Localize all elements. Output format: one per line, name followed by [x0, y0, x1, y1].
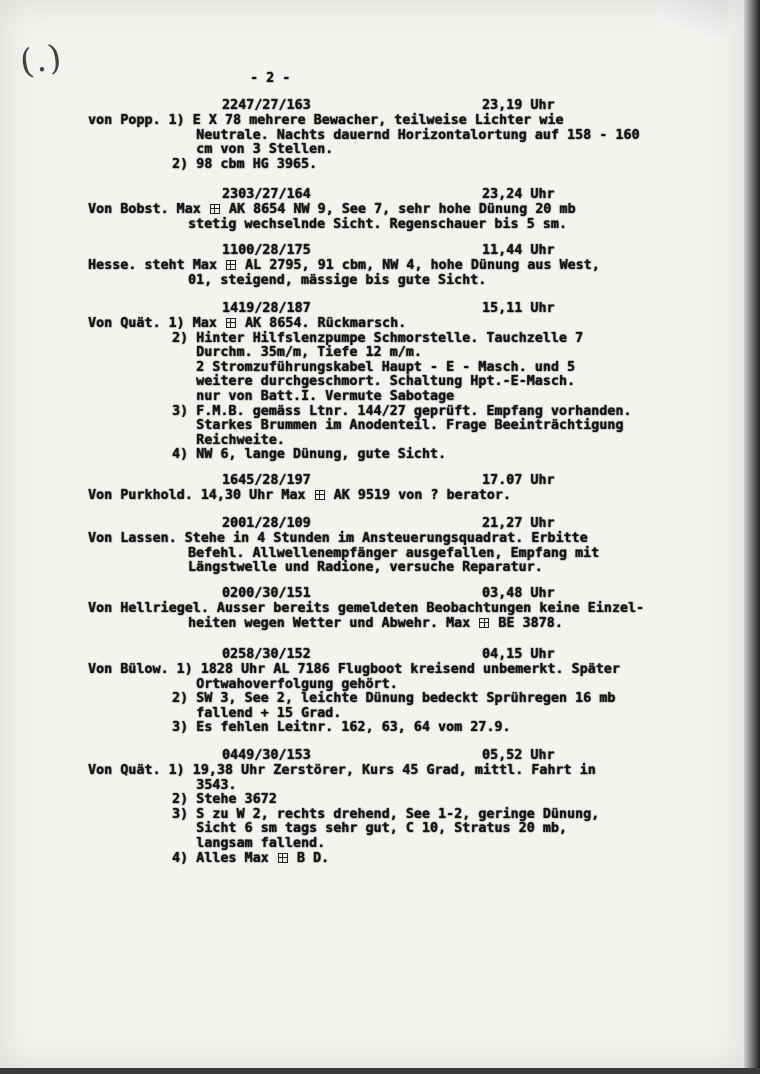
- scan-edge-bottom: [0, 1068, 760, 1074]
- entry-text-line: Längstwelle und Radione, versuche Reparatur.: [188, 560, 543, 576]
- item-number: 1): [176, 662, 193, 677]
- entry-text-line: 14,30 Uhr Max AK 9519 von ? berator.: [200, 488, 511, 503]
- entry-sender: Von Bobst.: [88, 202, 169, 217]
- entry-text-line: Befehl. Allwellenempfänger ausgefallen, Empfang mit: [188, 545, 600, 561]
- item-number: 1): [168, 763, 185, 778]
- entry-sender: von Popp.: [88, 113, 161, 128]
- entry-text-line: langsam fallend.: [196, 836, 326, 851]
- item-number: 2): [172, 156, 189, 172]
- entry-text-line: stetig wechselnde Sicht. Regenschauer bis 5 sm.: [188, 216, 567, 232]
- entry-text-line: Hinter Hilfslenzpumpe Schmorstelle. Tauchzelle 7: [196, 330, 584, 346]
- entry-text-line: Max AK 8654. Rückmarsch.: [192, 316, 407, 331]
- item-number: 2): [172, 330, 189, 346]
- entry-sender: Von Purkhold.: [88, 488, 193, 503]
- page-number: - 2 -: [250, 71, 291, 86]
- grid-square-icon: [315, 490, 325, 500]
- scan-edge-right: [744, 0, 760, 1074]
- entry-text-line: Durchm. 35m/m, Tiefe 12 m/m.: [196, 345, 422, 361]
- grid-square-icon: [226, 318, 236, 328]
- item-number: 4): [172, 447, 189, 463]
- entry-text-line: Max AK 8654 NW 9, See 7, sehr hohe Dünung 20 mb: [176, 202, 576, 217]
- entry-text-line: Stehe in 4 Stunden im Ansteuerungsquadrat. Erbitte: [184, 531, 588, 546]
- entry-time: 21,27 Uhr: [482, 516, 555, 531]
- entry-time: 11,44 Uhr: [482, 243, 555, 258]
- item-number: 3): [172, 806, 189, 822]
- entry-sender: Von Hellriegel.: [88, 601, 209, 616]
- entry-sender: Von Bülow.: [88, 662, 169, 677]
- entry-text-line: 01, steigend, mässige bis gute Sicht.: [188, 272, 487, 288]
- entry-text-line: Ortwahoverfolgung gehört.: [196, 676, 398, 692]
- folded-corner: [658, 0, 728, 42]
- entry-text-line: steht Max AL 2795, 91 cbm, NW 4, hohe Dünung aus West,: [144, 258, 600, 273]
- entry-text-line: weitere durchgeschmort. Schaltung Hpt.-E-Masch.: [196, 374, 576, 390]
- entry-reference-number: 1645/28/197: [222, 473, 311, 488]
- entry-text-line: Neutrale. Nachts dauernd Horizontalortung auf 158 - 160: [196, 127, 640, 143]
- item-number: 1): [168, 316, 185, 331]
- entry-text-line: NW 6, lange Dünung, gute Sicht.: [196, 447, 447, 463]
- entry-reference-number: 1100/28/175: [222, 243, 311, 258]
- entry-time: 05,52 Uhr: [482, 748, 555, 763]
- entry-text-line: F.M.B. gemäss Ltnr. 144/27 geprüft. Empfang vorhanden.: [196, 403, 632, 419]
- item-number: 4): [172, 850, 189, 866]
- entry-reference-number: 2303/27/164: [222, 187, 311, 202]
- entry-reference-number: 0200/30/151: [222, 586, 311, 601]
- entry-text-line: S zu W 2, rechts drehend, See 1-2, geringe Dünung,: [196, 806, 600, 822]
- entry-time: 03,48 Uhr: [482, 586, 555, 601]
- entry-time: 23,24 Uhr: [482, 187, 555, 202]
- entry-text-line: Es fehlen Leitnr. 162, 63, 64 vom 27.9.: [196, 720, 511, 736]
- entry-text-line: 19,38 Uhr Zerstörer, Kurs 45 Grad, mittl. Fahrt in: [192, 763, 596, 778]
- entry-text-line: 2 Stromzuführungskabel Haupt - E - Masch. und 5: [196, 359, 576, 375]
- entry-text-line: heiten wegen Wetter und Abwehr. Max BE 3878.: [188, 615, 563, 631]
- entry-text-line: Ausser bereits gemeldeten Beobachtungen keine Einzel-: [216, 601, 645, 616]
- entry-reference-number: 0258/30/152: [222, 647, 311, 662]
- entry-text-line: Stehe 3672: [196, 792, 277, 808]
- item-number: 1): [168, 113, 185, 128]
- grid-square-icon: [210, 204, 220, 214]
- entry-text-line: nur von Batt.I. Vermute Sabotage: [196, 389, 455, 404]
- entry-text-line: Reichweite.: [196, 432, 285, 448]
- handwritten-mark: (.): [17, 37, 66, 83]
- entry-sender: Hesse.: [88, 258, 137, 273]
- entry-sender: Von Lassen.: [88, 531, 177, 546]
- entry-time: 04,15 Uhr: [482, 647, 555, 662]
- entry-reference-number: 2001/28/109: [222, 516, 311, 531]
- entry-text-line: Sicht 6 sm tags sehr gut, C 10, Stratus 20 mb,: [196, 821, 567, 837]
- entry-text-line: 98 cbm HG 3965.: [196, 156, 318, 172]
- item-number: 2): [172, 691, 189, 707]
- entry-reference-number: 2247/27/163: [222, 98, 311, 113]
- item-number: 3): [172, 403, 189, 419]
- entry-text-line: E X 78 mehrere Bewacher, teilweise Lichter wie: [192, 113, 564, 128]
- entry-time: 15,11 Uhr: [482, 301, 555, 316]
- item-number: 2): [172, 792, 189, 808]
- entry-reference-number: 0449/30/153: [222, 748, 311, 763]
- entry-text-line: cm von 3 Stellen.: [196, 142, 334, 158]
- entry-time: 23,19 Uhr: [482, 98, 555, 113]
- entry-sender: Von Quät.: [88, 316, 161, 331]
- grid-square-icon: [479, 618, 489, 628]
- entry-text-line: 1828 Uhr AL 7186 Flugboot kreisend unbemerkt. Später: [200, 662, 620, 677]
- grid-square-icon: [226, 260, 236, 270]
- entry-text-line: 3543.: [196, 777, 237, 793]
- entry-text-line: Alles Max B D.: [196, 850, 330, 866]
- entry-text-line: SW 3, See 2, leichte Dünung bedeckt Sprühregen 16 mb: [196, 691, 616, 707]
- grid-square-icon: [278, 853, 288, 863]
- entry-sender: Von Quät.: [88, 763, 161, 778]
- entry-text-line: Starkes Brummen im Anodenteil. Frage Beeinträchtigung: [196, 418, 624, 434]
- item-number: 3): [172, 720, 189, 736]
- entry-text-line: fallend + 15 Grad.: [196, 705, 342, 721]
- entry-reference-number: 1419/28/187: [222, 301, 311, 316]
- entry-time: 17.07 Uhr: [482, 473, 555, 488]
